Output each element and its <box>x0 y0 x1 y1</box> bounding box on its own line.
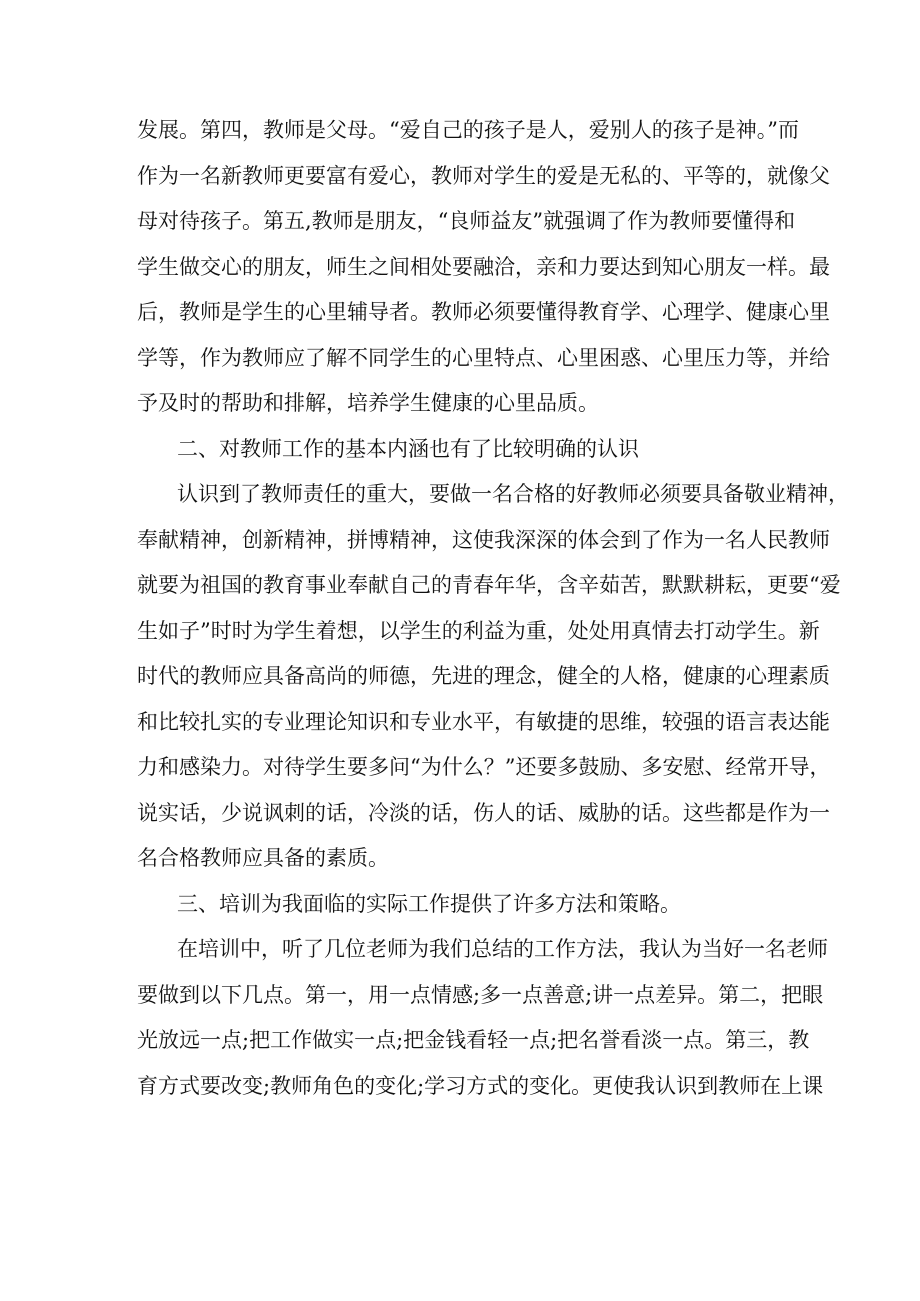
text-line: 予及时的帮助和排解，培养学生健康的心里品质。 <box>137 391 599 415</box>
text-line: 认识到了教师责任的重大，要做一名合格的好教师必须要具备敬业精神， <box>177 482 849 506</box>
text-line: 要做到以下几点。第一，用一点情感;多一点善意;讲一点差异。第二，把眼 <box>137 982 824 1007</box>
text-line: 育方式要改变;教师角色的变化;学习方式的变化。更使我认识到教师在上课 <box>137 1073 824 1098</box>
text-line: 作为一名新教师更要富有爱心，教师对学生的爱是无私的、平等的，就像父 <box>137 163 830 188</box>
text-line: 就要为祖国的教育事业奉献自己的青春年华，含辛茹苦，默默耕耘，更要“爱 <box>137 573 841 597</box>
text-line: 发展。第四，教师是父母。“爱自己的孩子是人，爱别人的孩子是神。”而 <box>137 118 799 142</box>
text-line: 和比较扎实的专业理论知识和专业水平，有敏捷的思维，较强的语言表达能 <box>137 709 830 734</box>
text-line: 生如子”时时为学生着想，以学生的利益为重，处处用真情去打动学生。新 <box>137 618 820 643</box>
section-heading-3: 三、培训为我面临的实际工作提供了许多方法和策略。 <box>177 891 681 916</box>
text-line: 学生做交心的朋友，师生之间相处要融洽，亲和力要达到知心朋友一样。最 <box>137 254 830 279</box>
text-line: 奉献精神，创新精神，拼博精神，这使我深深的体会到了作为一名人民教师 <box>137 527 830 552</box>
section-heading-2: 二、对教师工作的基本内涵也有了比较明确的认识 <box>177 436 639 461</box>
text-line: 力和感染力。对待学生要多问“为什么？”还要多鼓励、多安慰、经常开导， <box>137 755 831 779</box>
text-line: 在培训中，听了几位老师为我们总结的工作方法，我认为当好一名老师 <box>177 937 828 961</box>
body-text <box>137 108 849 1109</box>
text-line: 名合格教师应具备的素质。 <box>137 846 389 870</box>
text-line: 光放远一点;把工作做实一点;把金钱看轻一点;把名誉看淡一点。第三，教 <box>137 1028 810 1052</box>
text-line: 学等，作为教师应了解不同学生的心里特点、心里困惑、心里压力等，并给 <box>137 345 830 370</box>
text-line: 说实话，少说讽刺的话，冷淡的话，伤人的话、威胁的话。这些都是作为一 <box>137 800 830 825</box>
text-line: 后，教师是学生的心里辅导者。教师必须要懂得教育学、心理学、健康心里 <box>137 300 830 324</box>
text-line: 母对待孩子。第五,教师是朋友，“良师益友”就强调了作为教师要懂得和 <box>137 209 796 233</box>
text-line: 时代的教师应具备高尚的师德，先进的理念，健全的人格，健康的心理素质 <box>137 664 830 688</box>
